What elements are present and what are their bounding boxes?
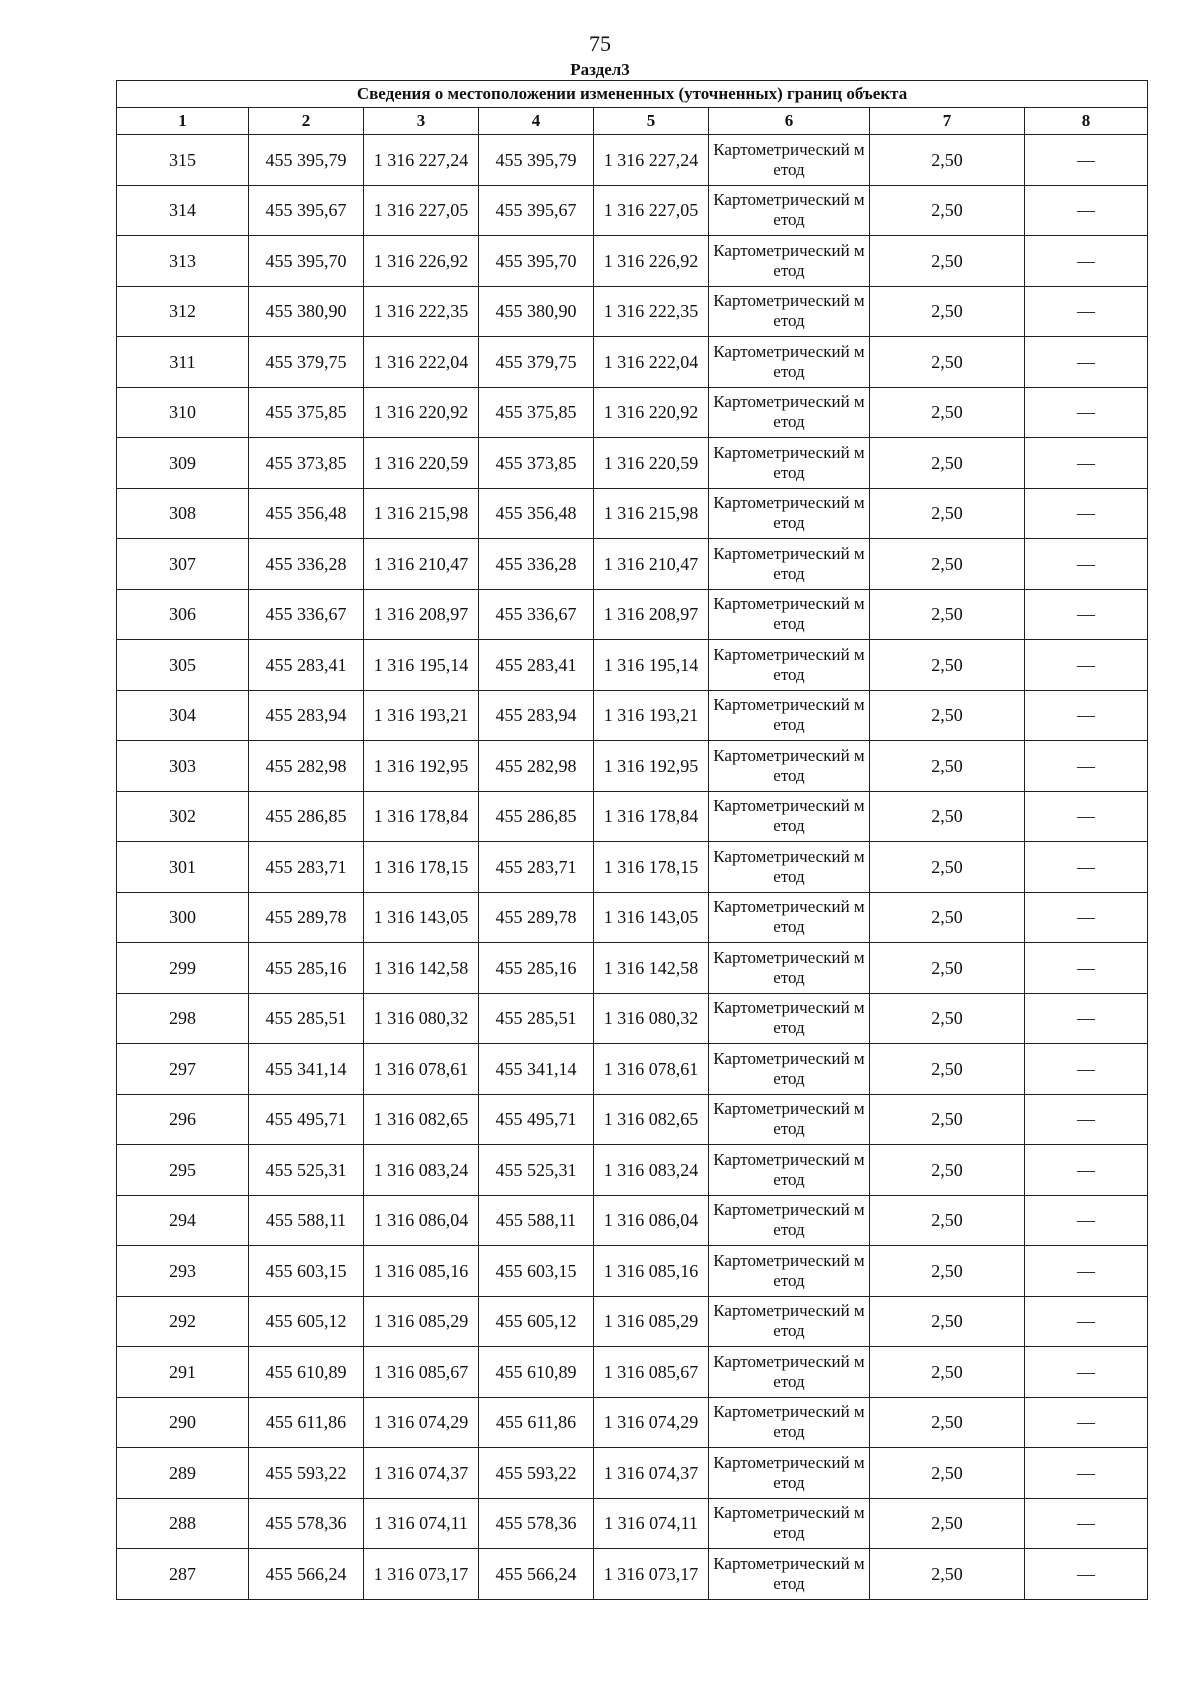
cell-method: Картометрический метод: [709, 236, 870, 287]
cell-point-number: 304: [117, 690, 249, 741]
cell-accuracy: 2,50: [870, 589, 1025, 640]
cell-y-old: 1 316 143,05: [364, 892, 479, 943]
table-title: Сведения о местоположении измененных (уточненных) границ объекта: [117, 81, 1148, 108]
cell-y-old: 1 316 073,17: [364, 1549, 479, 1600]
cell-y-old: 1 316 083,24: [364, 1145, 479, 1196]
table-row: [117, 640, 1148, 691]
cell-description: —: [1025, 387, 1148, 438]
cell-y-new: 1 316 083,24: [594, 1145, 709, 1196]
cell-y-old: 1 316 085,67: [364, 1347, 479, 1398]
cell-x-old: 455 578,36: [249, 1498, 364, 1549]
cell-description: —: [1025, 337, 1148, 388]
cell-method: Картометрический метод: [709, 337, 870, 388]
table-row: [117, 1195, 1148, 1246]
column-number-7: 7: [870, 108, 1025, 135]
cell-accuracy: 2,50: [870, 943, 1025, 994]
cell-x-new: 455 395,70: [479, 236, 594, 287]
cell-y-old: 1 316 074,29: [364, 1397, 479, 1448]
cell-x-old: 455 285,51: [249, 993, 364, 1044]
cell-point-number: 313: [117, 236, 249, 287]
cell-method: Картометрический метод: [709, 791, 870, 842]
cell-x-old: 455 611,86: [249, 1397, 364, 1448]
table-row: [117, 741, 1148, 792]
cell-x-new: 455 285,51: [479, 993, 594, 1044]
cell-point-number: 306: [117, 589, 249, 640]
table-row: [117, 387, 1148, 438]
cell-description: —: [1025, 488, 1148, 539]
cell-x-old: 455 336,67: [249, 589, 364, 640]
cell-x-old: 455 283,41: [249, 640, 364, 691]
cell-description: —: [1025, 1397, 1148, 1448]
cell-y-old: 1 316 227,05: [364, 185, 479, 236]
cell-x-old: 455 395,67: [249, 185, 364, 236]
cell-x-new: 455 588,11: [479, 1195, 594, 1246]
cell-x-old: 455 605,12: [249, 1296, 364, 1347]
cell-accuracy: 2,50: [870, 387, 1025, 438]
cell-method: Картометрический метод: [709, 993, 870, 1044]
cell-x-old: 455 375,85: [249, 387, 364, 438]
cell-x-new: 455 395,67: [479, 185, 594, 236]
cell-x-new: 455 341,14: [479, 1044, 594, 1095]
cell-method: Картометрический метод: [709, 488, 870, 539]
cell-y-old: 1 316 226,92: [364, 236, 479, 287]
cell-point-number: 293: [117, 1246, 249, 1297]
cell-method: Картометрический метод: [709, 1044, 870, 1095]
cell-point-number: 287: [117, 1549, 249, 1600]
cell-y-new: 1 316 208,97: [594, 589, 709, 640]
column-number-5: 5: [594, 108, 709, 135]
cell-description: —: [1025, 640, 1148, 691]
cell-point-number: 298: [117, 993, 249, 1044]
cell-y-old: 1 316 178,84: [364, 791, 479, 842]
cell-point-number: 292: [117, 1296, 249, 1347]
cell-method: Картометрический метод: [709, 892, 870, 943]
cell-accuracy: 2,50: [870, 1448, 1025, 1499]
table-row: [117, 993, 1148, 1044]
cell-description: —: [1025, 892, 1148, 943]
cell-x-old: 455 282,98: [249, 741, 364, 792]
cell-y-old: 1 316 193,21: [364, 690, 479, 741]
cell-x-new: 455 610,89: [479, 1347, 594, 1398]
cell-method: Картометрический метод: [709, 943, 870, 994]
cell-point-number: 300: [117, 892, 249, 943]
cell-description: —: [1025, 589, 1148, 640]
cell-method: Картометрический метод: [709, 589, 870, 640]
cell-y-new: 1 316 178,84: [594, 791, 709, 842]
cell-y-new: 1 316 192,95: [594, 741, 709, 792]
page-number: 75: [589, 31, 611, 56]
cell-y-new: 1 316 074,11: [594, 1498, 709, 1549]
cell-x-new: 455 380,90: [479, 286, 594, 337]
cell-point-number: 289: [117, 1448, 249, 1499]
cell-description: —: [1025, 185, 1148, 236]
cell-description: —: [1025, 1549, 1148, 1600]
cell-x-old: 455 610,89: [249, 1347, 364, 1398]
cell-point-number: 295: [117, 1145, 249, 1196]
cell-accuracy: 2,50: [870, 1296, 1025, 1347]
cell-method: Картометрический метод: [709, 741, 870, 792]
table-row: [117, 236, 1148, 287]
cell-y-old: 1 316 080,32: [364, 993, 479, 1044]
cell-y-new: 1 316 220,59: [594, 438, 709, 489]
cell-y-new: 1 316 074,29: [594, 1397, 709, 1448]
cell-method: Картометрический метод: [709, 1397, 870, 1448]
cell-x-old: 455 283,71: [249, 842, 364, 893]
cell-point-number: 291: [117, 1347, 249, 1398]
cell-x-new: 455 379,75: [479, 337, 594, 388]
cell-description: —: [1025, 741, 1148, 792]
cell-method: Картометрический метод: [709, 438, 870, 489]
cell-y-old: 1 316 178,15: [364, 842, 479, 893]
cell-accuracy: 2,50: [870, 1145, 1025, 1196]
cell-y-old: 1 316 215,98: [364, 488, 479, 539]
cell-y-new: 1 316 222,04: [594, 337, 709, 388]
cell-y-new: 1 316 227,24: [594, 135, 709, 186]
cell-accuracy: 2,50: [870, 1347, 1025, 1398]
cell-x-new: 455 283,94: [479, 690, 594, 741]
cell-accuracy: 2,50: [870, 337, 1025, 388]
cell-y-old: 1 316 195,14: [364, 640, 479, 691]
table-row: [117, 1044, 1148, 1095]
cell-point-number: 297: [117, 1044, 249, 1095]
cell-point-number: 309: [117, 438, 249, 489]
cell-x-old: 455 395,70: [249, 236, 364, 287]
cell-x-old: 455 336,28: [249, 539, 364, 590]
cell-description: —: [1025, 286, 1148, 337]
table-row: [117, 286, 1148, 337]
cell-x-new: 455 285,16: [479, 943, 594, 994]
cell-x-old: 455 525,31: [249, 1145, 364, 1196]
table-row: [117, 892, 1148, 943]
cell-accuracy: 2,50: [870, 640, 1025, 691]
cell-method: Картометрический метод: [709, 1296, 870, 1347]
cell-x-new: 455 282,98: [479, 741, 594, 792]
table-row: [117, 438, 1148, 489]
cell-accuracy: 2,50: [870, 236, 1025, 287]
cell-accuracy: 2,50: [870, 539, 1025, 590]
cell-accuracy: 2,50: [870, 1498, 1025, 1549]
column-number-row: [117, 108, 1148, 135]
cell-x-old: 455 341,14: [249, 1044, 364, 1095]
cell-method: Картометрический метод: [709, 185, 870, 236]
table-row: [117, 842, 1148, 893]
cell-x-old: 455 395,79: [249, 135, 364, 186]
cell-accuracy: 2,50: [870, 438, 1025, 489]
table-row: [117, 1094, 1148, 1145]
cell-method: Картометрический метод: [709, 1246, 870, 1297]
table-title-row: [117, 81, 1148, 108]
cell-method: Картометрический метод: [709, 1448, 870, 1499]
cell-x-old: 455 285,16: [249, 943, 364, 994]
cell-point-number: 290: [117, 1397, 249, 1448]
table-header: [117, 81, 1148, 135]
cell-accuracy: 2,50: [870, 1549, 1025, 1600]
cell-point-number: 311: [117, 337, 249, 388]
cell-description: —: [1025, 1094, 1148, 1145]
cell-description: —: [1025, 1347, 1148, 1398]
cell-x-old: 455 380,90: [249, 286, 364, 337]
cell-x-new: 455 593,22: [479, 1448, 594, 1499]
cell-y-new: 1 316 073,17: [594, 1549, 709, 1600]
cell-point-number: 302: [117, 791, 249, 842]
cell-y-new: 1 316 085,67: [594, 1347, 709, 1398]
cell-description: —: [1025, 690, 1148, 741]
cell-y-new: 1 316 210,47: [594, 539, 709, 590]
cell-y-new: 1 316 215,98: [594, 488, 709, 539]
cell-x-new: 455 525,31: [479, 1145, 594, 1196]
cell-description: —: [1025, 993, 1148, 1044]
cell-x-new: 455 603,15: [479, 1246, 594, 1297]
cell-accuracy: 2,50: [870, 1094, 1025, 1145]
cell-accuracy: 2,50: [870, 741, 1025, 792]
cell-y-new: 1 316 143,05: [594, 892, 709, 943]
cell-method: Картометрический метод: [709, 1498, 870, 1549]
cell-y-old: 1 316 086,04: [364, 1195, 479, 1246]
table-row: [117, 135, 1148, 186]
cell-y-new: 1 316 082,65: [594, 1094, 709, 1145]
table-row: [117, 1296, 1148, 1347]
cell-y-new: 1 316 220,92: [594, 387, 709, 438]
cell-method: Картометрический метод: [709, 539, 870, 590]
table-row: [117, 185, 1148, 236]
cell-method: Картометрический метод: [709, 640, 870, 691]
cell-y-new: 1 316 074,37: [594, 1448, 709, 1499]
cell-x-old: 455 603,15: [249, 1246, 364, 1297]
cell-y-new: 1 316 078,61: [594, 1044, 709, 1095]
cell-point-number: 312: [117, 286, 249, 337]
cell-point-number: 296: [117, 1094, 249, 1145]
cell-accuracy: 2,50: [870, 892, 1025, 943]
cell-method: Картометрический метод: [709, 286, 870, 337]
cell-y-old: 1 316 085,16: [364, 1246, 479, 1297]
cell-x-new: 455 336,67: [479, 589, 594, 640]
table-row: [117, 589, 1148, 640]
cell-x-new: 455 286,85: [479, 791, 594, 842]
table-row: [117, 488, 1148, 539]
cell-x-new: 455 605,12: [479, 1296, 594, 1347]
cell-y-old: 1 316 227,24: [364, 135, 479, 186]
cell-y-old: 1 316 192,95: [364, 741, 479, 792]
table-row: [117, 943, 1148, 994]
cell-description: —: [1025, 539, 1148, 590]
cell-x-old: 455 566,24: [249, 1549, 364, 1600]
cell-x-old: 455 588,11: [249, 1195, 364, 1246]
cell-x-old: 455 356,48: [249, 488, 364, 539]
table-row: [117, 791, 1148, 842]
coordinates-table: [116, 80, 1148, 1600]
cell-description: —: [1025, 438, 1148, 489]
table-row: [117, 690, 1148, 741]
cell-method: Картометрический метод: [709, 1195, 870, 1246]
cell-x-new: 455 336,28: [479, 539, 594, 590]
table-row: [117, 1145, 1148, 1196]
table-body: [117, 135, 1148, 1600]
cell-description: —: [1025, 1498, 1148, 1549]
cell-x-old: 455 289,78: [249, 892, 364, 943]
cell-method: Картометрический метод: [709, 1094, 870, 1145]
cell-point-number: 288: [117, 1498, 249, 1549]
cell-description: —: [1025, 1296, 1148, 1347]
cell-x-new: 455 566,24: [479, 1549, 594, 1600]
cell-y-new: 1 316 178,15: [594, 842, 709, 893]
cell-y-new: 1 316 226,92: [594, 236, 709, 287]
column-number-2: 2: [249, 108, 364, 135]
cell-x-new: 455 283,41: [479, 640, 594, 691]
cell-x-old: 455 379,75: [249, 337, 364, 388]
cell-accuracy: 2,50: [870, 1044, 1025, 1095]
cell-y-old: 1 316 085,29: [364, 1296, 479, 1347]
cell-y-new: 1 316 080,32: [594, 993, 709, 1044]
cell-accuracy: 2,50: [870, 1195, 1025, 1246]
cell-accuracy: 2,50: [870, 135, 1025, 186]
cell-y-old: 1 316 082,65: [364, 1094, 479, 1145]
cell-y-old: 1 316 078,61: [364, 1044, 479, 1095]
cell-y-old: 1 316 222,35: [364, 286, 479, 337]
cell-y-new: 1 316 086,04: [594, 1195, 709, 1246]
cell-y-old: 1 316 220,92: [364, 387, 479, 438]
cell-description: —: [1025, 1448, 1148, 1499]
cell-x-old: 455 286,85: [249, 791, 364, 842]
cell-description: —: [1025, 842, 1148, 893]
cell-point-number: 315: [117, 135, 249, 186]
table-row: [117, 539, 1148, 590]
column-number-6: 6: [709, 108, 870, 135]
cell-description: —: [1025, 943, 1148, 994]
table-row: [117, 1498, 1148, 1549]
cell-y-new: 1 316 222,35: [594, 286, 709, 337]
column-number-4: 4: [479, 108, 594, 135]
cell-x-new: 455 373,85: [479, 438, 594, 489]
cell-y-old: 1 316 220,59: [364, 438, 479, 489]
cell-y-new: 1 316 195,14: [594, 640, 709, 691]
table-row: [117, 1448, 1148, 1499]
cell-x-new: 455 495,71: [479, 1094, 594, 1145]
section-title: Раздел3: [570, 60, 630, 79]
cell-x-new: 455 611,86: [479, 1397, 594, 1448]
cell-y-new: 1 316 085,16: [594, 1246, 709, 1297]
cell-description: —: [1025, 1246, 1148, 1297]
cell-x-new: 455 356,48: [479, 488, 594, 539]
cell-method: Картометрический метод: [709, 690, 870, 741]
cell-y-new: 1 316 193,21: [594, 690, 709, 741]
cell-y-new: 1 316 142,58: [594, 943, 709, 994]
cell-accuracy: 2,50: [870, 1397, 1025, 1448]
column-number-1: 1: [117, 108, 249, 135]
cell-y-old: 1 316 142,58: [364, 943, 479, 994]
cell-x-new: 455 578,36: [479, 1498, 594, 1549]
cell-y-old: 1 316 210,47: [364, 539, 479, 590]
cell-point-number: 307: [117, 539, 249, 590]
cell-point-number: 314: [117, 185, 249, 236]
cell-accuracy: 2,50: [870, 488, 1025, 539]
cell-y-old: 1 316 074,37: [364, 1448, 479, 1499]
cell-y-old: 1 316 074,11: [364, 1498, 479, 1549]
cell-x-new: 455 283,71: [479, 842, 594, 893]
cell-accuracy: 2,50: [870, 791, 1025, 842]
cell-method: Картометрический метод: [709, 1145, 870, 1196]
cell-x-old: 455 495,71: [249, 1094, 364, 1145]
cell-accuracy: 2,50: [870, 185, 1025, 236]
cell-description: —: [1025, 791, 1148, 842]
column-number-8: 8: [1025, 108, 1148, 135]
cell-y-old: 1 316 208,97: [364, 589, 479, 640]
cell-description: —: [1025, 1145, 1148, 1196]
table-row: [117, 1549, 1148, 1600]
cell-method: Картометрический метод: [709, 135, 870, 186]
table-row: [117, 1397, 1148, 1448]
cell-method: Картометрический метод: [709, 842, 870, 893]
cell-x-old: 455 593,22: [249, 1448, 364, 1499]
cell-point-number: 308: [117, 488, 249, 539]
column-number-3: 3: [364, 108, 479, 135]
cell-x-old: 455 373,85: [249, 438, 364, 489]
cell-point-number: 305: [117, 640, 249, 691]
cell-y-new: 1 316 227,05: [594, 185, 709, 236]
cell-description: —: [1025, 1195, 1148, 1246]
cell-method: Картометрический метод: [709, 1549, 870, 1600]
cell-accuracy: 2,50: [870, 1246, 1025, 1297]
cell-description: —: [1025, 1044, 1148, 1095]
cell-description: —: [1025, 135, 1148, 186]
cell-accuracy: 2,50: [870, 993, 1025, 1044]
cell-point-number: 301: [117, 842, 249, 893]
cell-point-number: 299: [117, 943, 249, 994]
cell-point-number: 310: [117, 387, 249, 438]
cell-point-number: 294: [117, 1195, 249, 1246]
cell-accuracy: 2,50: [870, 286, 1025, 337]
cell-method: Картометрический метод: [709, 387, 870, 438]
cell-x-new: 455 375,85: [479, 387, 594, 438]
cell-description: —: [1025, 236, 1148, 287]
cell-point-number: 303: [117, 741, 249, 792]
cell-y-new: 1 316 085,29: [594, 1296, 709, 1347]
cell-method: Картометрический метод: [709, 1347, 870, 1398]
cell-x-old: 455 283,94: [249, 690, 364, 741]
cell-x-new: 455 289,78: [479, 892, 594, 943]
table-row: [117, 337, 1148, 388]
cell-x-new: 455 395,79: [479, 135, 594, 186]
cell-accuracy: 2,50: [870, 690, 1025, 741]
cell-accuracy: 2,50: [870, 842, 1025, 893]
table-row: [117, 1246, 1148, 1297]
table-row: [117, 1347, 1148, 1398]
cell-y-old: 1 316 222,04: [364, 337, 479, 388]
